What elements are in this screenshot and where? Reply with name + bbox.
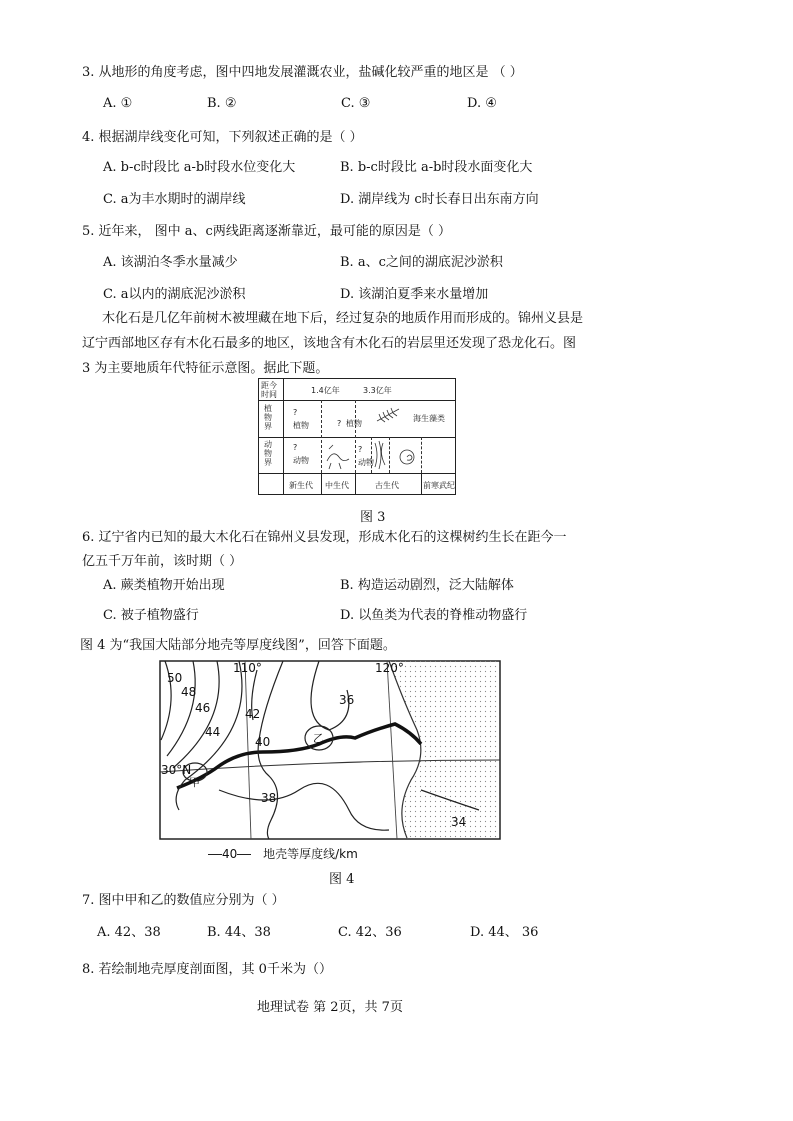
legend-text: 地壳等厚度线/km bbox=[263, 847, 358, 861]
fern-icon bbox=[377, 408, 399, 422]
q4-option-a: A. b-c时段比 a-b时段水位变化大 bbox=[103, 160, 296, 175]
time-mark-1: 1.4亿年 bbox=[311, 386, 340, 395]
yi-label: 乙 bbox=[313, 732, 324, 745]
animal-row-label: 动物界 bbox=[264, 440, 272, 467]
plant-question-1: ? bbox=[293, 408, 298, 417]
q6-option-b: B. 构造运动剧烈，泛大陆解体 bbox=[340, 578, 514, 593]
jia-label: 甲 bbox=[189, 776, 200, 789]
q4-option-b: B. b-c时段比 a-b时段水面变化大 bbox=[340, 160, 533, 175]
q5-stem: 5. 近年来， 图中 a、c两线距离逐渐靠近，最可能的原因是（ ） bbox=[82, 224, 451, 239]
q7-option-b: B. 44、38 bbox=[207, 925, 271, 940]
figure3-caption: 图 3 bbox=[360, 510, 386, 525]
q3-option-a: A. ① bbox=[103, 96, 133, 111]
era-mesozoic: 中生代 bbox=[325, 481, 349, 490]
q4-option-d: D. 湖岸线为 c时长春日出东南方向 bbox=[340, 192, 539, 207]
era-precambrian: 前寒武纪 bbox=[423, 481, 455, 490]
contour-label-36: 36 bbox=[339, 693, 355, 707]
plant-label-2: 植物 bbox=[346, 419, 362, 428]
figure4-caption: 图 4 bbox=[329, 872, 355, 887]
contour-label-48: 48 bbox=[181, 685, 197, 699]
q3-option-c: C. ③ bbox=[341, 96, 371, 111]
contour-label-34: 34 bbox=[451, 815, 467, 829]
q3-option-b: B. ② bbox=[207, 96, 237, 111]
geologic-time-figure bbox=[258, 378, 456, 495]
fig4-intro: 图 4 为“我国大陆部分地壳等厚度线图”，回答下面题。 bbox=[80, 638, 396, 653]
q5-option-d: D. 该湖泊夏季来水量增加 bbox=[340, 287, 489, 302]
time-mark-2: 3.3亿年 bbox=[363, 386, 392, 395]
animal-label-1: 动物 bbox=[293, 456, 309, 465]
plant-question-2: ? bbox=[337, 419, 342, 428]
plant-row-label: 植物界 bbox=[264, 404, 272, 431]
era-paleozoic: 古生代 bbox=[375, 481, 399, 490]
shell-icon bbox=[375, 441, 385, 469]
q3-option-d: D. ④ bbox=[467, 96, 497, 111]
q6-option-c: C. 被子植物盛行 bbox=[103, 608, 199, 623]
lon-110-label: 110° bbox=[233, 661, 262, 675]
passage-text: 木化石是几亿年前树木被埋藏在地下后，经过复杂的地质作用而形成的。锦州义县是辽宁西部地区存有木化石最多的地区，该地含有木化石的岩层里还发现了恐龙化石。图 3 为主要地质年代特征示意图。据此下题。 bbox=[82, 311, 584, 376]
q5-option-c: C. a以内的湖底泥沙淤积 bbox=[103, 287, 246, 302]
contour-label-42: 42 bbox=[245, 707, 261, 721]
contour-label-44: 44 bbox=[205, 725, 221, 739]
plant-label-algae: 海生藻类 bbox=[413, 414, 445, 423]
era-cenozoic: 新生代 bbox=[289, 481, 313, 490]
page-footer: 地理试卷 第 2页，共 7页 bbox=[257, 1000, 403, 1015]
q8-stem: 8. 若绘制地壳厚度剖面图，其 0千米为（） bbox=[82, 962, 332, 977]
animal-question-1: ? bbox=[293, 443, 298, 452]
map-legend bbox=[208, 845, 358, 862]
q7-option-a: A. 42、38 bbox=[97, 925, 161, 940]
q4-option-c: C. a为丰水期时的湖岸线 bbox=[103, 192, 246, 207]
dinosaur-icon bbox=[327, 445, 349, 469]
animal-question-2: ? bbox=[358, 445, 363, 454]
q6-stem-line2: 亿五千万年前，该时期（ ） bbox=[82, 554, 243, 569]
time-header-label: 距今时间 bbox=[261, 381, 277, 399]
fossil-sketches bbox=[259, 379, 457, 496]
q7-stem: 7. 图中甲和乙的数值应分别为（ ） bbox=[82, 893, 285, 908]
contour-label-38: 38 bbox=[261, 791, 277, 805]
lon-120-label: 120° bbox=[375, 661, 404, 675]
q6-stem-line1: 6. 辽宁省内已知的最大木化石在锦州义县发现，形成木化石的这棵树约生长在距今一 bbox=[82, 530, 567, 545]
plant-label-1: 植物 bbox=[293, 421, 309, 430]
legend-value: 40 bbox=[222, 847, 238, 861]
q6-option-d: D. 以鱼类为代表的脊椎动物盛行 bbox=[340, 608, 528, 623]
crust-thickness-map bbox=[159, 660, 501, 840]
lat-30n-label: 30°N bbox=[161, 763, 192, 777]
contour-label-40: 40 bbox=[255, 735, 271, 749]
q6-option-a: A. 蕨类植物开始出现 bbox=[103, 578, 225, 593]
q3-stem: 3. 从地形的角度考虑，图中四地发展灌溉农业，盐碱化较严重的地区是 （ ） bbox=[82, 65, 523, 80]
contour-label-46: 46 bbox=[195, 701, 211, 715]
q5-option-a: A. 该湖泊冬季水量减少 bbox=[103, 255, 238, 270]
q4-stem: 4. 根据湖岸线变化可知，下列叙述正确的是（ ） bbox=[82, 130, 363, 145]
q7-option-c: C. 42、36 bbox=[338, 925, 402, 940]
q5-option-b: B. a、c之间的湖底泥沙淤积 bbox=[340, 255, 503, 270]
contour-label-50: 50 bbox=[167, 671, 183, 685]
animal-label-2: 动物 bbox=[358, 458, 374, 467]
q7-option-d: D. 44、 36 bbox=[470, 925, 539, 940]
